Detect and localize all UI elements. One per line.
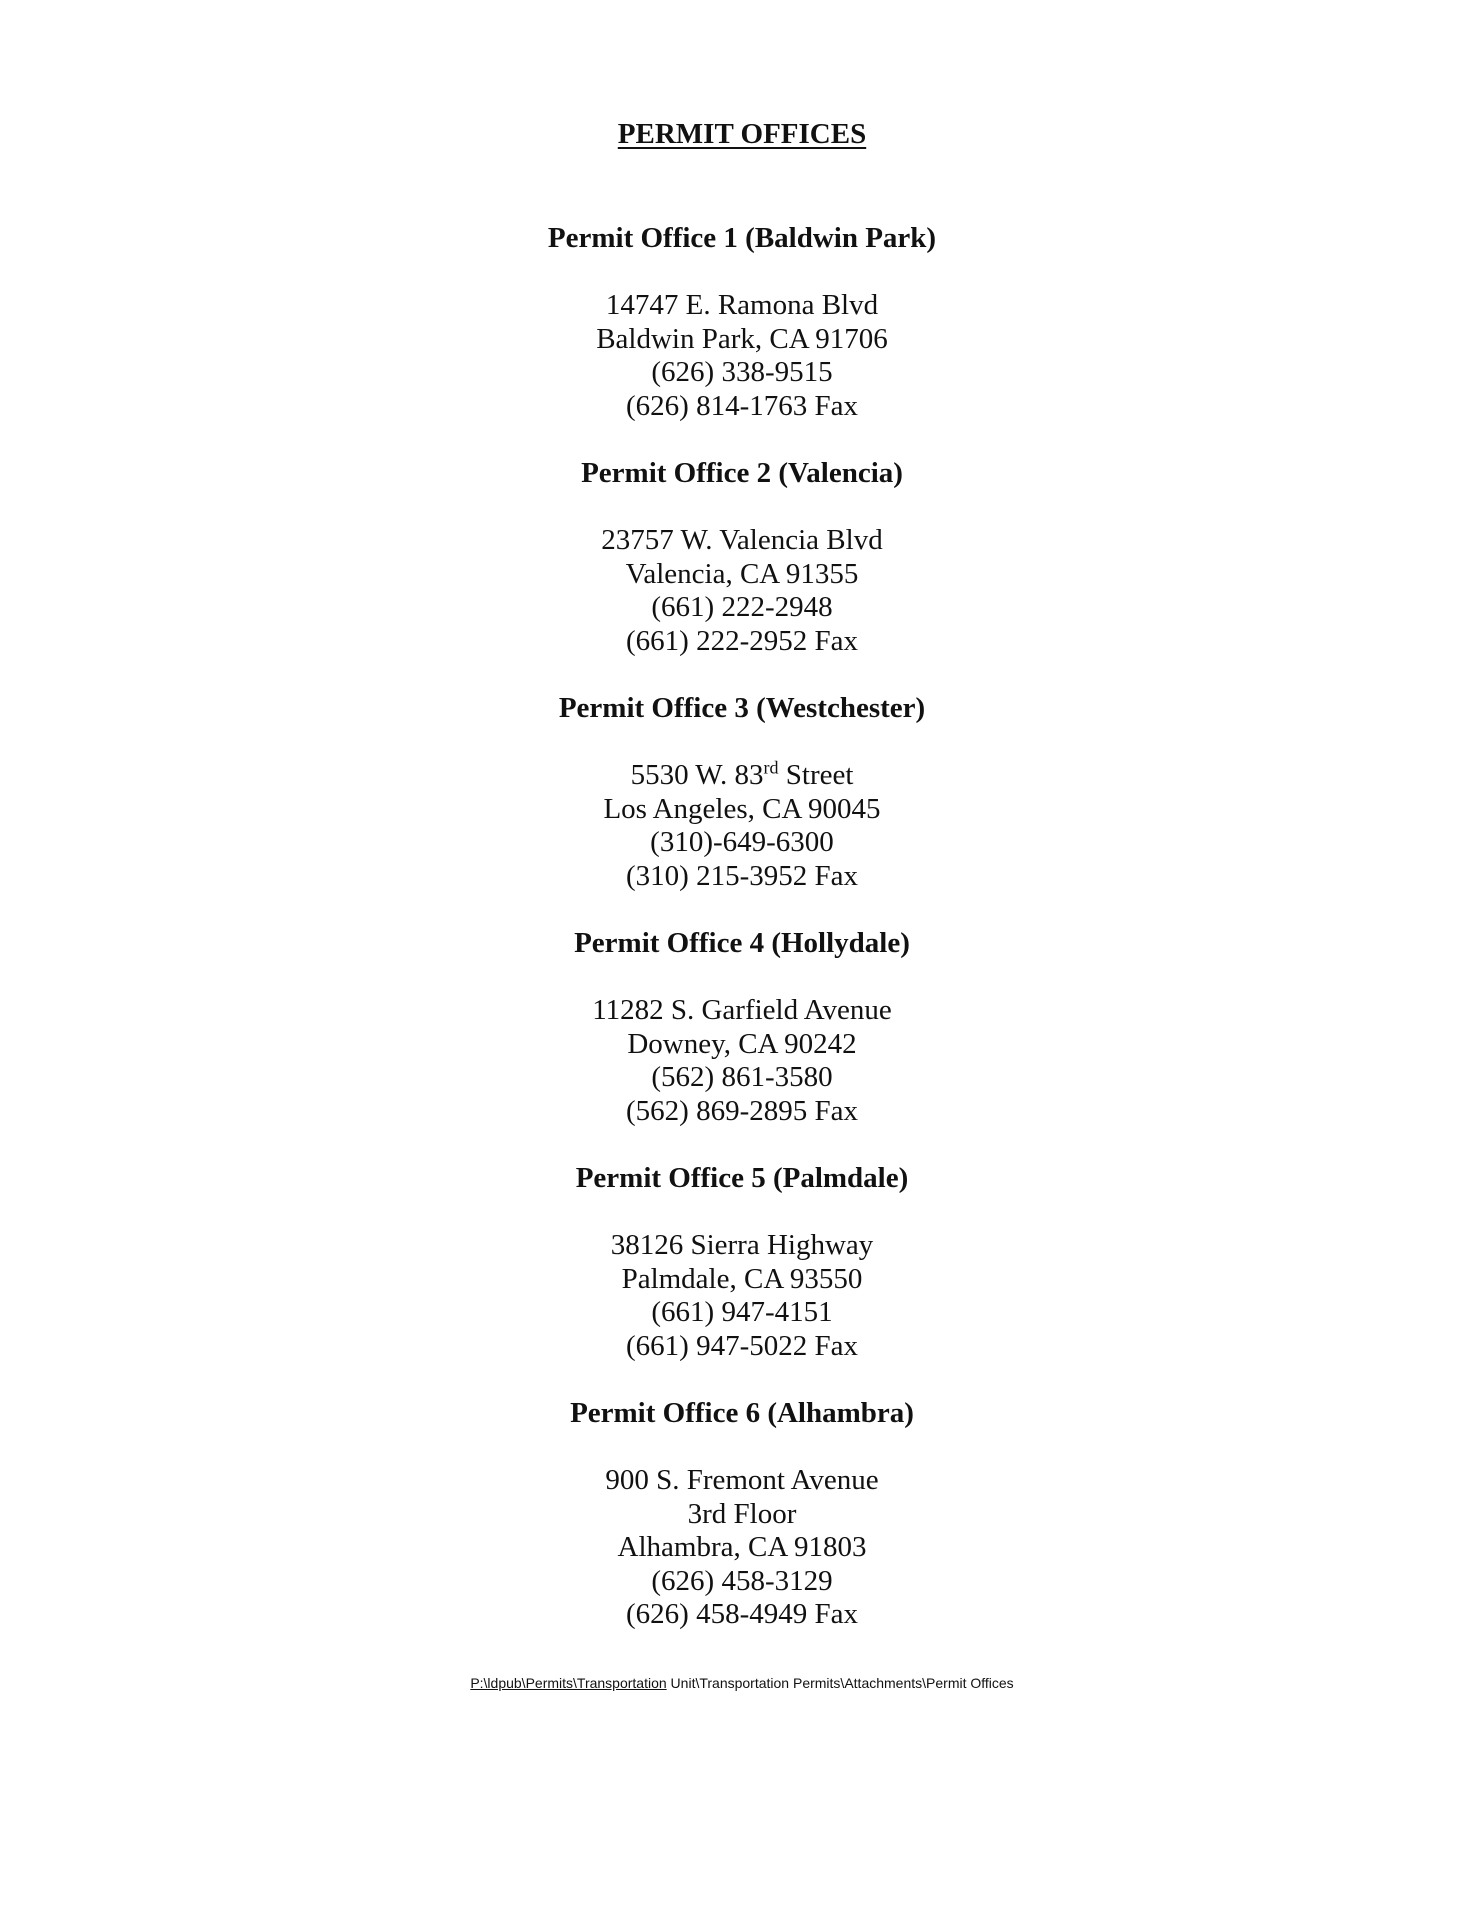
office-name: Permit Office 2 (Valencia)	[581, 457, 903, 489]
office-phone: (661) 222-2948	[651, 591, 833, 623]
office-block-4	[0, 926, 1484, 1128]
page-title: PERMIT OFFICES	[617, 118, 867, 150]
office-city: Palmdale, CA 93550	[621, 1262, 863, 1295]
office-block-3	[0, 691, 1484, 893]
office-details	[0, 524, 1484, 658]
office-fax: (626) 458-4949 Fax	[626, 1598, 858, 1630]
office-phone: (661) 947-4151	[651, 1296, 833, 1328]
office-city: Los Angeles, CA 90045	[603, 792, 881, 825]
office-name: Permit Office 3 (Westchester)	[558, 692, 926, 724]
office-city: Alhambra, CA 91803	[617, 1531, 867, 1563]
file-path-rest: Unit\Transportation Permits\Attachments\Permit Offices	[666, 1675, 1014, 1691]
office-name: Permit Office 5 (Palmdale)	[575, 1162, 909, 1194]
office-block-1	[0, 221, 1484, 423]
office-block-6	[0, 1396, 1484, 1632]
address-street: Street	[778, 759, 854, 791]
office-block-2	[0, 456, 1484, 658]
office-fax: (310) 215-3952 Fax	[626, 859, 858, 892]
file-path-footer	[0, 1675, 1484, 1691]
office-phone: (562) 861-3580	[651, 1061, 833, 1093]
office-fax: (626) 814-1763 Fax	[626, 389, 858, 422]
office-fax: (562) 869-2895 Fax	[626, 1094, 858, 1127]
office-block-5	[0, 1161, 1484, 1363]
office-fax: (661) 222-2952 Fax	[626, 624, 858, 657]
address-number: 5530 W. 83	[630, 759, 764, 791]
office-details	[0, 289, 1484, 423]
office-address	[0, 759, 1484, 793]
ordinal-suffix: rd	[763, 757, 779, 778]
office-name: Permit Office 4 (Hollydale)	[574, 927, 910, 959]
office-details	[0, 994, 1484, 1128]
office-details	[0, 1229, 1484, 1363]
office-name: Permit Office 6 (Alhambra)	[570, 1397, 914, 1429]
office-phone: (626) 338-9515	[651, 356, 833, 388]
office-address: 23757 W. Valencia Blvd	[601, 524, 883, 556]
office-details	[0, 759, 1484, 893]
office-city: Baldwin Park, CA 91706	[596, 322, 888, 355]
office-fax: (661) 947-5022 Fax	[626, 1329, 858, 1362]
office-name: Permit Office 1 (Baldwin Park)	[547, 222, 937, 254]
office-address: 900 S. Fremont Avenue	[605, 1464, 879, 1496]
office-city: Downey, CA 90242	[627, 1027, 857, 1060]
office-floor: 3rd Floor	[687, 1497, 797, 1530]
office-address: 14747 E. Ramona Blvd	[605, 289, 879, 321]
office-phone: (310)-649-6300	[650, 826, 834, 858]
office-details	[0, 1464, 1484, 1632]
file-path-link[interactable]: P:\ldpub\Permits\Transportation	[470, 1675, 667, 1691]
office-address: 38126 Sierra Highway	[610, 1229, 874, 1261]
office-address: 11282 S. Garfield Avenue	[592, 994, 892, 1026]
office-city: Valencia, CA 91355	[625, 557, 859, 590]
office-phone: (626) 458-3129	[651, 1564, 833, 1597]
